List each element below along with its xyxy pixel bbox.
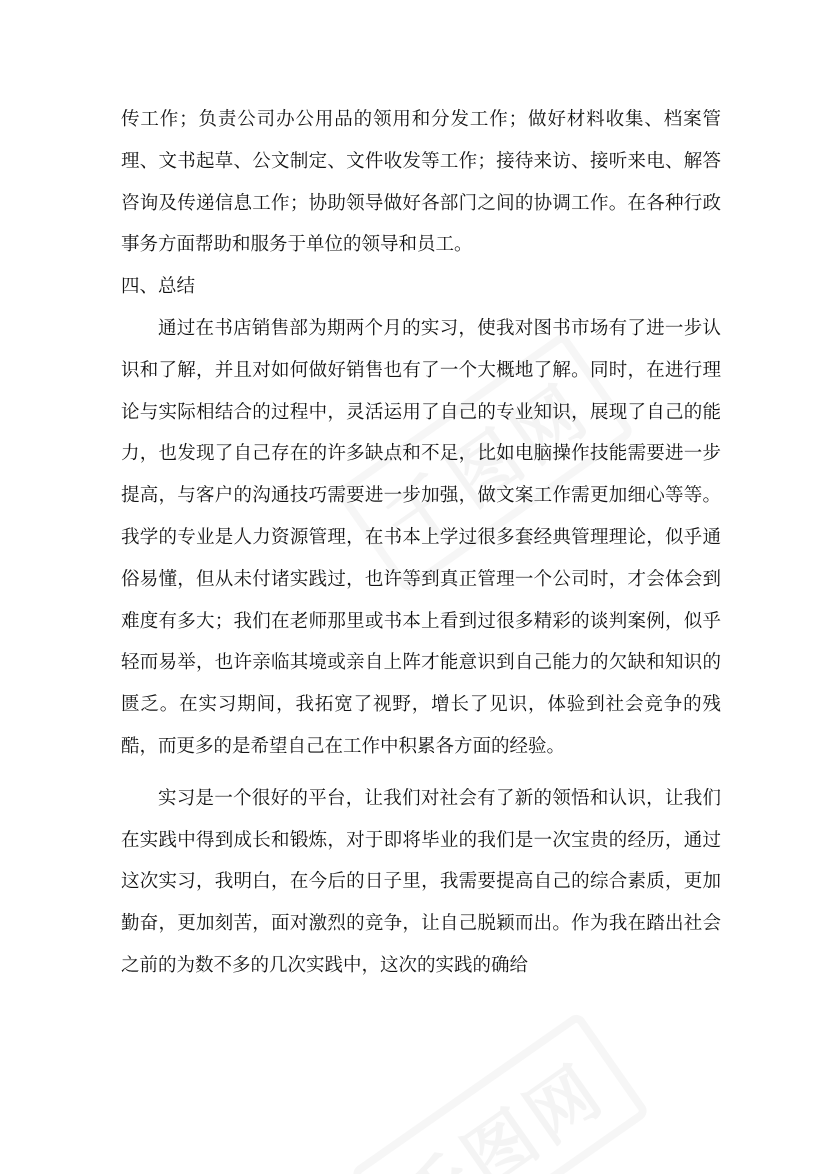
paragraph-summary-2: 实习是一个很好的平台，让我们对社会有了新的领悟和认识，让我们在实践中得到成长和锻炼，对于即将毕业的我们是一次宝贵的经历，通过这次实习，我明白，在今后的日子里，我需要提高自己的综合素质，更加勤奋，更加刻苦，面对激烈的竞争，让自己脱颖而出。作为我在踏出社会之前的为数不多的几次实践中，这次的实践的确给	[121, 787, 721, 976]
watermark-logo	[349, 1011, 650, 1174]
paragraph-summary-1: 通过在书店销售部为期两个月的实习，使我对图书市场有了进一步认识和了解，并且对如何做好销售也有了一个大概地了解。同时，在进行理论与实际相结合的过程中，灵活运用了自己的专业知识，展现了自己的能力，也发现了自己存在的许多缺点和不足，比如电脑操作技能需要进一步提高，与客户的沟通技巧需要进一步加强，做文案工作需更加细心等等。我学的专业是人力资源管理，在书本上学过很多套经典管理理论，似乎通俗易懂，但从未付诸实践过，也许等到真正管理一个公司时，才会体会到难度有多大；我们在老师那里或书本上看到过很多精彩的谈判案例，似乎轻而易举，也许亲临其境或亲自上阵才能意识到自己能力的欠缺和知识的匮乏。在实习期间，我拓宽了视野，增长了见识，体验到社会竞争的残酷，而更多的是希望自己在工作中积累各方面的经验。	[121, 317, 721, 757]
document-body	[121, 99, 721, 987]
section-heading: 四、总结	[121, 276, 196, 298]
paragraph-continued: 传工作；负责公司办公用品的领用和分发工作；做好材料收集、档案管理、文书起草、公文制定、文件收发等工作；接待来访、接听来电、解答咨询及传递信息工作；协助领导做好各部门之间的协调工作。在各种行政事务方面帮助和服务于单位的领导和员工。	[121, 109, 721, 256]
